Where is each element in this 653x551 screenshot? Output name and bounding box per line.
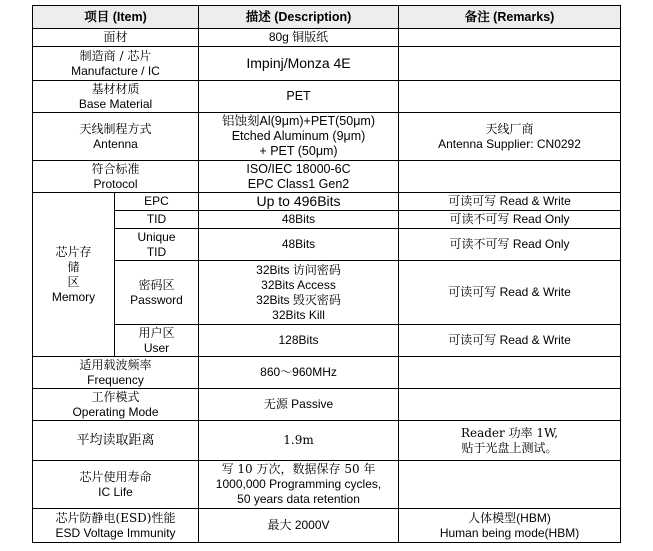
- protocol-item-cn: 符合标准: [91, 161, 140, 176]
- header-remarks: 备注 (Remarks): [399, 6, 621, 29]
- life-item: [33, 461, 199, 509]
- frequency-item-cn: 适用载波频率: [79, 357, 152, 372]
- manufacture-item-en: Manufacture / IC: [71, 63, 160, 78]
- header-item: 项目 (Item): [33, 6, 199, 29]
- user-name-en: User: [143, 340, 170, 355]
- tid-name: TID: [115, 211, 199, 229]
- row-read-distance: [33, 421, 621, 461]
- password-name-en: Password: [130, 292, 183, 307]
- life-remark: [399, 461, 621, 509]
- base-item-cn: 基材材质: [91, 81, 140, 96]
- row-memory-epc: [33, 193, 621, 211]
- password-desc-3: 32Bits 毁灭密码: [256, 292, 341, 307]
- spec-table: [32, 5, 621, 543]
- tid-remark-cn: 可读不可写: [449, 212, 510, 226]
- password-desc-2: 32Bits Access: [261, 277, 336, 292]
- life-item-en: IC Life: [98, 484, 133, 499]
- row-operating-mode: [33, 389, 621, 421]
- unique-tid-desc: 48Bits: [199, 229, 399, 261]
- frequency-desc: 860～960MHz: [199, 357, 399, 389]
- password-remark: [399, 261, 621, 325]
- manufacture-remark: [399, 47, 621, 81]
- esd-item-en: ESD Voltage Immunity: [55, 525, 176, 540]
- row-memory-user: [33, 325, 621, 357]
- user-remark-en: Read & Write: [499, 333, 571, 347]
- password-name-cn: 密码区: [138, 277, 175, 292]
- memory-label-3: 区: [67, 274, 80, 289]
- user-remark: [399, 325, 621, 357]
- mode-remark: [399, 389, 621, 421]
- esd-desc: 最大 2000V: [199, 509, 399, 543]
- row-protocol: [33, 161, 621, 193]
- password-desc-4: 32Bits Kill: [272, 307, 325, 322]
- row-memory-password: [33, 261, 621, 325]
- face-desc: 80g 铜版纸: [199, 29, 399, 47]
- distance-item: 平均读取距离: [33, 421, 199, 461]
- esd-remark: [399, 509, 621, 543]
- memory-label-2: 储: [67, 259, 80, 274]
- life-item-cn: 芯片使用寿命: [79, 469, 152, 484]
- life-desc-1: 写 10 万次，数据保存 50 年: [221, 462, 376, 476]
- epc-remark: [399, 193, 621, 211]
- antenna-item: [33, 113, 199, 161]
- user-name: [115, 325, 199, 357]
- unique-tid-remark: [399, 229, 621, 261]
- mode-item: [33, 389, 199, 421]
- distance-desc: 1.9m: [199, 421, 399, 461]
- base-item-en: Base Material: [78, 96, 153, 111]
- row-ic-life: [33, 461, 621, 509]
- base-desc: PET: [199, 81, 399, 113]
- memory-label-1: 芯片存: [55, 244, 92, 259]
- epc-remark-cn: 可读可写: [448, 194, 497, 208]
- mode-item-en: Operating Mode: [72, 404, 159, 419]
- password-remark-cn: 可读可写: [448, 285, 497, 299]
- antenna-remark-1: 天线厂商: [485, 121, 534, 136]
- row-memory-unique-tid: [33, 229, 621, 261]
- face-remark: [399, 29, 621, 47]
- header-row: [33, 6, 621, 29]
- protocol-remark: [399, 161, 621, 193]
- tid-remark: [399, 211, 621, 229]
- user-desc: 128Bits: [199, 325, 399, 357]
- mode-desc-cn: 无源: [263, 397, 288, 411]
- esd-remark-1: 人体模型(HBM): [468, 510, 551, 525]
- protocol-desc: [199, 161, 399, 193]
- tid-desc: 48Bits: [199, 211, 399, 229]
- base-item: [33, 81, 199, 113]
- protocol-desc-1: ISO/IEC 18000-6C: [246, 161, 351, 176]
- unique-tid-name: [115, 229, 199, 261]
- face-item: 面材: [33, 29, 199, 47]
- distance-remark-2: 贴于光盘上测试。: [461, 440, 558, 455]
- antenna-desc-3: + PET (50μm): [259, 144, 338, 158]
- life-desc-2: 1000,000 Programming cycles,: [215, 477, 382, 491]
- password-remark-en: Read & Write: [499, 285, 571, 299]
- unique-tid-remark-cn: 可读不可写: [449, 237, 510, 251]
- password-desc: [199, 261, 399, 325]
- antenna-item-cn: 天线制程方式: [79, 121, 152, 136]
- base-remark: [399, 81, 621, 113]
- antenna-desc: [199, 113, 399, 161]
- password-name: [115, 261, 199, 325]
- antenna-item-en: Antenna: [93, 136, 138, 151]
- distance-remark: [399, 421, 621, 461]
- row-antenna: [33, 113, 621, 161]
- esd-item-cn: 芯片防静电(ESD)性能: [55, 510, 176, 525]
- manufacture-desc: Impinj/Monza 4E: [199, 47, 399, 81]
- esd-item: [33, 509, 199, 543]
- unique-tid-name-1: Unique: [137, 229, 176, 244]
- protocol-item-en: Protocol: [93, 176, 138, 191]
- spec-table-wrapper: [32, 5, 620, 543]
- distance-remark-1: Reader 功率 1W,: [460, 425, 559, 440]
- row-base-material: [33, 81, 621, 113]
- user-remark-cn: 可读可写: [448, 333, 497, 347]
- mode-desc-en: Passive: [291, 397, 334, 411]
- epc-desc: Up to 496Bits: [199, 193, 399, 211]
- user-name-cn: 用户区: [138, 325, 175, 340]
- manufacture-item: [33, 47, 199, 81]
- unique-tid-remark-en: Read Only: [512, 237, 570, 251]
- row-frequency: [33, 357, 621, 389]
- manufacture-item-cn: 制造商 / 芯片: [79, 48, 152, 63]
- row-esd: [33, 509, 621, 543]
- row-manufacture: [33, 47, 621, 81]
- row-memory-tid: [33, 211, 621, 229]
- antenna-desc-2: Etched Aluminum (9μm): [231, 129, 366, 143]
- row-face-material: [33, 29, 621, 47]
- mode-item-cn: 工作模式: [91, 389, 140, 404]
- antenna-remark: [399, 113, 621, 161]
- frequency-remark: [399, 357, 621, 389]
- header-description: 描述 (Description): [199, 6, 399, 29]
- epc-name: EPC: [115, 193, 199, 211]
- antenna-remark-2: Antenna Supplier: CN0292: [438, 136, 581, 151]
- life-desc-3: 50 years data retention: [237, 492, 360, 506]
- frequency-item: [33, 357, 199, 389]
- antenna-desc-1: 铝蚀刻Al(9μm)+PET(50μm): [222, 114, 375, 128]
- mode-desc: [199, 389, 399, 421]
- frequency-item-en: Frequency: [87, 372, 144, 387]
- unique-tid-name-2: TID: [146, 244, 167, 259]
- epc-remark-en: Read & Write: [499, 194, 571, 208]
- memory-item: [33, 193, 115, 357]
- memory-label-4: Memory: [51, 289, 96, 304]
- password-desc-1: 32Bits 访问密码: [256, 262, 341, 277]
- protocol-desc-2: EPC Class1 Gen2: [247, 176, 350, 191]
- esd-remark-2: Human being mode(HBM): [439, 525, 580, 540]
- tid-remark-en: Read Only: [512, 212, 570, 226]
- life-desc: [199, 461, 399, 509]
- protocol-item: [33, 161, 199, 193]
